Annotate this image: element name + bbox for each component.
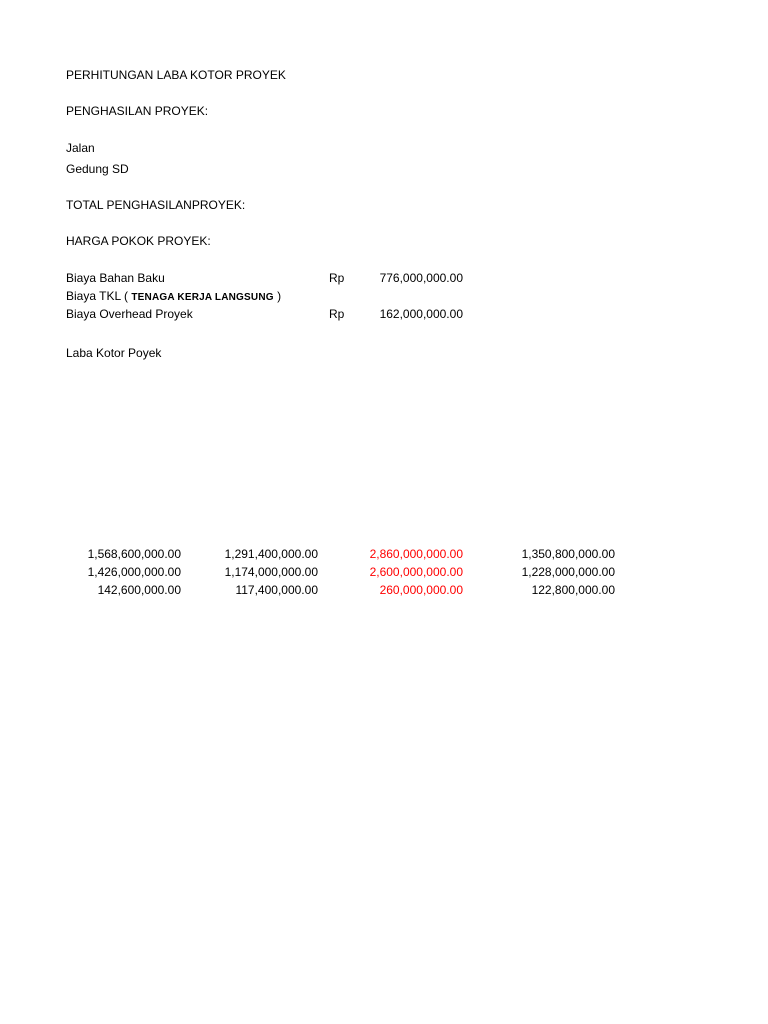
table-cell-r2-c3: 2,600,000,000.00 bbox=[369, 565, 463, 579]
revenue-heading: PENGHASILAN PROYEK: bbox=[66, 104, 209, 118]
table-cell-r3-c2: 117,400,000.00 bbox=[235, 583, 318, 597]
document-title: PERHITUNGAN LABA KOTOR PROYEK bbox=[66, 68, 286, 82]
cost-currency-bahan-baku: Rp bbox=[329, 271, 345, 285]
cost-label-tkl-prefix: Biaya TKL ( bbox=[66, 289, 132, 303]
table-cell-r3-c1: 142,600,000.00 bbox=[97, 583, 181, 597]
cost-label-tkl-suffix: ) bbox=[273, 289, 282, 303]
table-cell-r3-c3: 260,000,000.00 bbox=[379, 583, 463, 597]
total-revenue-label: TOTAL PENGHASILANPROYEK: bbox=[66, 198, 246, 212]
table-cell-r1-c4: 1,350,800,000.00 bbox=[521, 547, 615, 561]
table-cell-r1-c3: 2,860,000,000.00 bbox=[369, 547, 463, 561]
cost-amount-overhead: 162,000,000.00 bbox=[379, 307, 463, 321]
table-cell-r2-c2: 1,174,000,000.00 bbox=[224, 565, 318, 579]
cost-label-bahan-baku: Biaya Bahan Baku bbox=[66, 271, 165, 285]
revenue-item-gedung-sd: Gedung SD bbox=[66, 162, 129, 176]
table-cell-r1-c2: 1,291,400,000.00 bbox=[224, 547, 318, 561]
cost-label-tkl-caps: TENAGA KERJA LANGSUNG bbox=[131, 292, 274, 303]
revenue-item-jalan: Jalan bbox=[66, 141, 95, 155]
cost-currency-overhead: Rp bbox=[329, 307, 345, 321]
cost-label-overhead: Biaya Overhead Proyek bbox=[66, 307, 193, 321]
table-cell-r2-c4: 1,228,000,000.00 bbox=[521, 565, 615, 579]
gross-profit-label: Laba Kotor Poyek bbox=[66, 346, 162, 360]
cost-heading: HARGA POKOK PROYEK: bbox=[66, 234, 211, 248]
table-cell-r3-c4: 122,800,000.00 bbox=[531, 583, 615, 597]
cost-label-tkl bbox=[66, 289, 281, 305]
table-cell-r2-c1: 1,426,000,000.00 bbox=[87, 565, 181, 579]
table-cell-r1-c1: 1,568,600,000.00 bbox=[87, 547, 181, 561]
cost-amount-bahan-baku: 776,000,000.00 bbox=[379, 271, 463, 285]
